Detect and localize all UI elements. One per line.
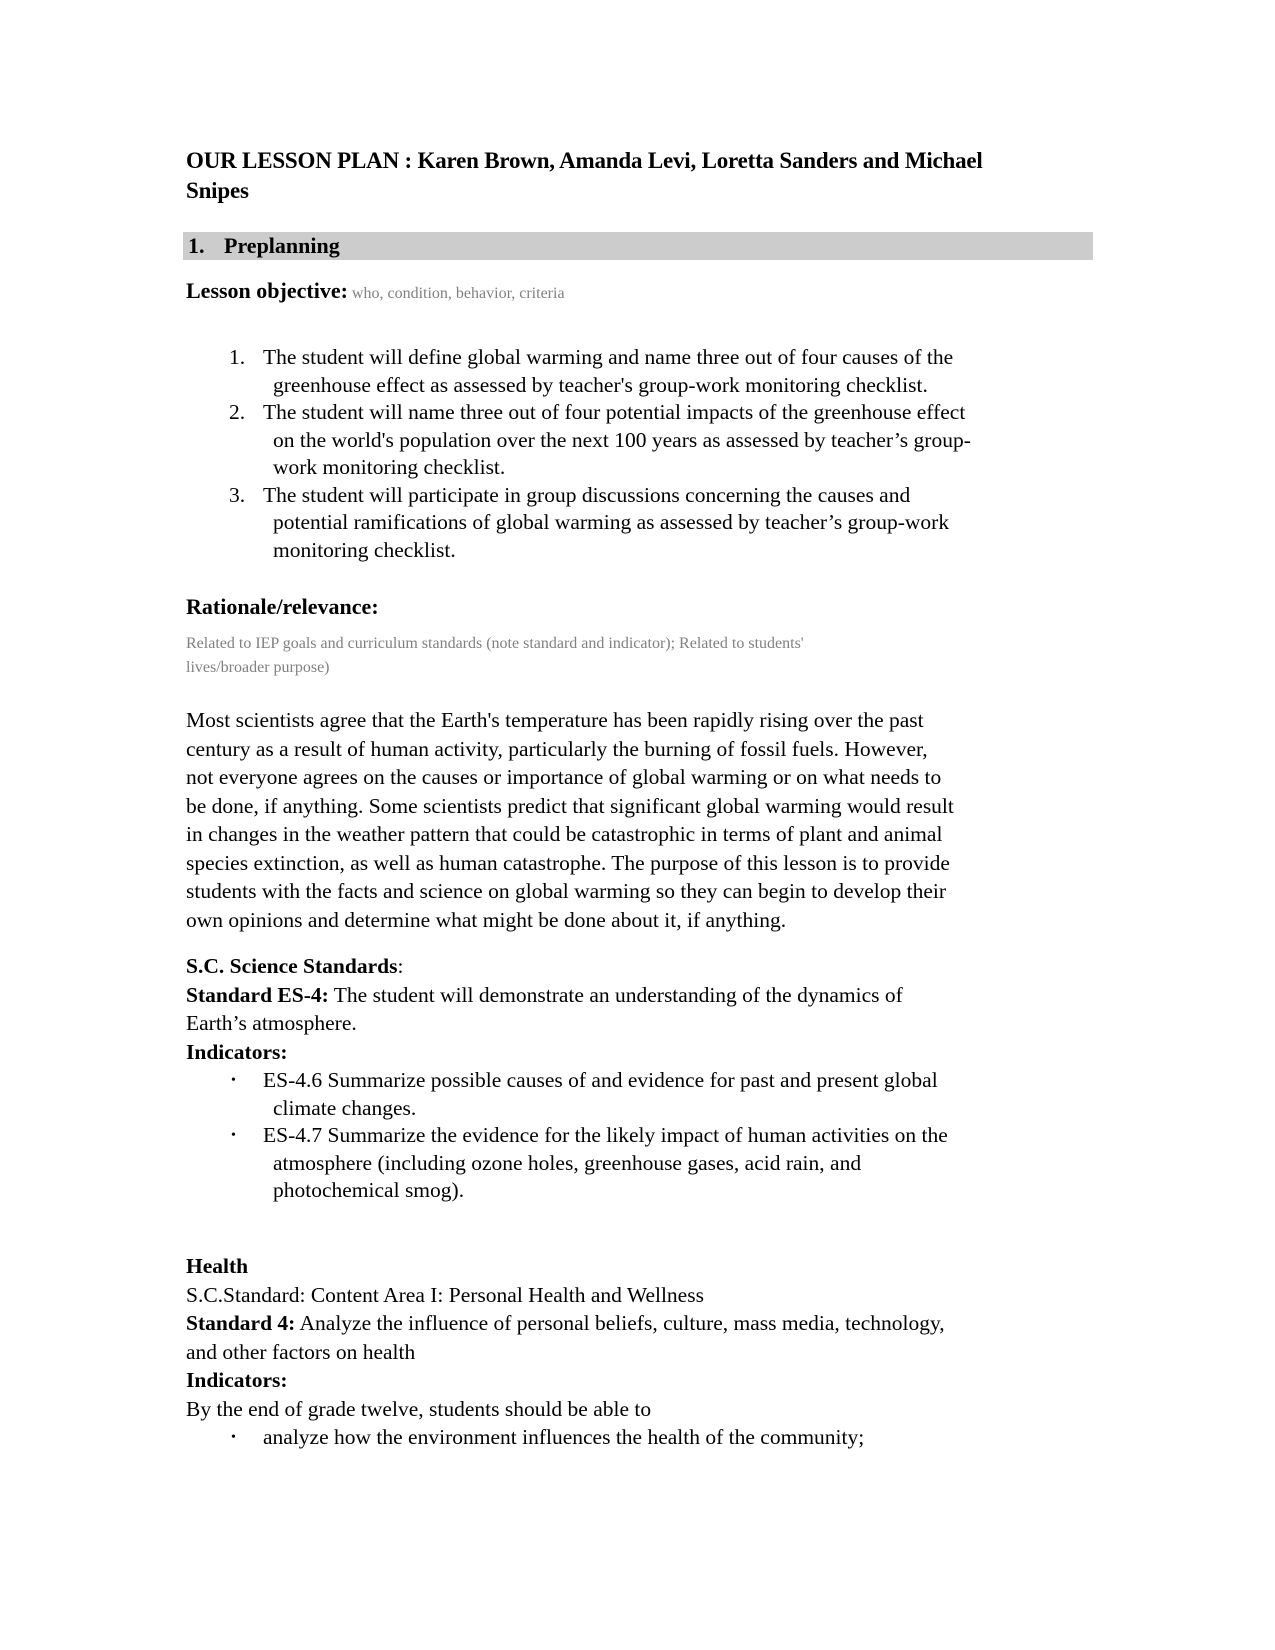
objective-number: 3. xyxy=(229,482,246,507)
lesson-plan-title xyxy=(186,146,983,206)
indicator-line: ES-4.6 Summarize possible causes of and evidence for past and present global xyxy=(263,1068,938,1092)
indicator-item xyxy=(229,1122,1053,1205)
objective-item xyxy=(229,482,1053,565)
indicator-line: photochemical smog). xyxy=(273,1178,465,1202)
objective-line: greenhouse effect as assessed by teacher's group-work monitoring checklist. xyxy=(273,372,928,397)
objective-line: The student will define global warming and name three out of four causes of the xyxy=(263,345,954,369)
objective-line: potential ramifications of global warming as assessed by teacher’s group-work xyxy=(273,510,950,534)
objective-line: The student will name three out of four potential impacts of the greenhouse effect xyxy=(263,400,966,424)
bullet-icon: • xyxy=(231,1073,236,1088)
science-indicators-heading: Indicators: xyxy=(186,1039,288,1064)
health-block xyxy=(186,1252,945,1423)
health-content-area: S.C.Standard: Content Area I: Personal Health and Wellness xyxy=(186,1282,704,1307)
lesson-objective-list xyxy=(229,344,1053,564)
health-indicators-intro: By the end of grade twelve, students should be able to xyxy=(186,1396,652,1421)
paragraph-line: own opinions and determine what might be done about it, if anything. xyxy=(186,907,787,932)
indicator-line: climate changes. xyxy=(273,1095,417,1120)
objective-item xyxy=(229,399,1053,482)
paragraph-line: in changes in the weather pattern that could be catastrophic in terms of plant and animal xyxy=(186,822,943,846)
lesson-objective-heading-row xyxy=(186,276,565,309)
objective-number: 1. xyxy=(229,345,246,369)
standard-es4-text-line2: Earth’s atmosphere. xyxy=(186,1011,357,1035)
indicator-line: atmosphere (including ozone holes, greenhouse gases, acid rain, and xyxy=(273,1150,862,1175)
rationale-hint-line: lives/broader purpose) xyxy=(186,659,330,676)
indicator-item xyxy=(229,1424,1053,1452)
rationale-heading: Rationale/relevance: xyxy=(186,594,379,619)
standard-es4-text: The student will demonstrate an understanding of the dynamics of xyxy=(328,982,903,1007)
indicator-item xyxy=(229,1067,1053,1122)
science-standards-heading: S.C. Science Standards xyxy=(186,954,398,978)
objective-line: The student will participate in group discussions concerning the causes and xyxy=(263,482,911,507)
paragraph-line: students with the facts and science on global warming so they can begin to develop their xyxy=(186,879,947,903)
rationale-paragraph xyxy=(186,706,1056,934)
rationale-hint xyxy=(186,632,986,680)
paragraph-line: century as a result of human activity, particularly the burning of fossil fuels. However, xyxy=(186,736,928,761)
health-standard-text: Analyze the influence of personal beliefs, culture, mass media, technology, xyxy=(295,1311,945,1335)
science-indicators-list xyxy=(229,1067,1053,1205)
health-standard-row xyxy=(186,1309,945,1338)
indicator-line: analyze how the environment influences the health of the community; xyxy=(263,1425,865,1449)
paragraph-line: be done, if anything. Some scientists predict that significant global warming would result xyxy=(186,793,954,818)
section-number: 1. xyxy=(188,233,205,258)
objective-line: monitoring checklist. xyxy=(273,537,456,562)
science-standards-heading-row xyxy=(186,952,903,981)
section-label: Preplanning xyxy=(224,233,340,258)
health-heading: Health xyxy=(186,1254,249,1278)
lesson-objective-hint: who, condition, behavior, criteria xyxy=(351,285,565,302)
objective-line: on the world's population over the next 100 years as assessed by teacher’s group- xyxy=(273,427,971,452)
science-standards-block xyxy=(186,952,903,1066)
rationale-hint-line: Related to IEP goals and curriculum standards (note standard and indicator); Related to students' xyxy=(186,635,804,652)
section-heading-preplanning xyxy=(188,232,340,260)
objective-number: 2. xyxy=(229,400,246,424)
paragraph-line: species extinction, as well as human catastrophe. The purpose of this lesson is to provide xyxy=(186,850,950,875)
health-standard-text-line2: and other factors on health xyxy=(186,1339,416,1364)
standard-es4-row xyxy=(186,981,903,1010)
standard-es4-label: Standard ES-4: xyxy=(186,982,329,1007)
indicator-line: ES-4.7 Summarize the evidence for the likely impact of human activities on the xyxy=(263,1123,948,1147)
heading-colon: : xyxy=(397,954,404,978)
title-line-2: Snipes xyxy=(186,178,249,203)
title-line-1: OUR LESSON PLAN : Karen Brown, Amanda Levi, Loretta Sanders and Michael xyxy=(186,148,983,173)
health-standard-label: Standard 4: xyxy=(186,1311,296,1335)
lesson-objective-heading: Lesson objective: xyxy=(186,278,348,303)
objective-item xyxy=(229,344,1053,399)
objective-line: work monitoring checklist. xyxy=(273,455,506,479)
health-indicators-list xyxy=(229,1424,1053,1452)
paragraph-line: not everyone agrees on the causes or importance of global warming or on what needs to xyxy=(186,765,942,789)
paragraph-line: Most scientists agree that the Earth's temperature has been rapidly rising over the past xyxy=(186,708,924,732)
health-indicators-heading: Indicators: xyxy=(186,1368,288,1392)
bullet-icon: • xyxy=(231,1128,236,1143)
bullet-icon: • xyxy=(231,1430,236,1445)
